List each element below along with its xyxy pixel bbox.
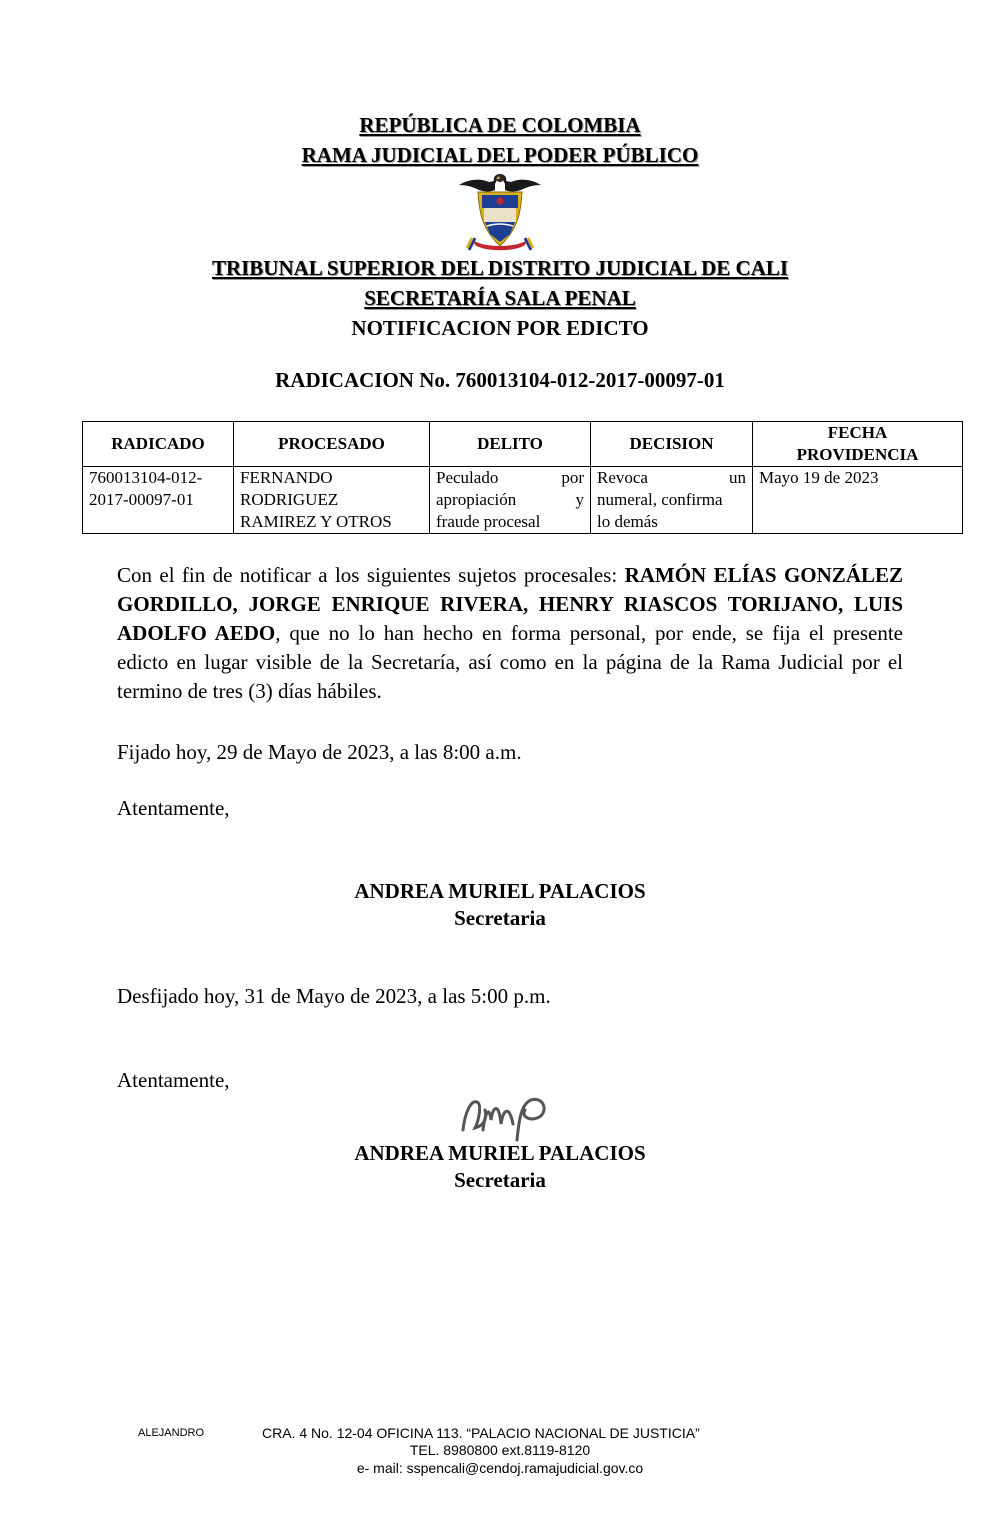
header-fecha-line2: PROVIDENCIA — [796, 445, 919, 464]
paragraph-intro: Con el fin de notificar a los siguientes sujetos procesales: — [117, 563, 618, 587]
header-decision: DECISION — [591, 422, 753, 467]
desfijado-line: Desfijado hoy, 31 de Mayo de 2023, a las 5:00 p.m. — [117, 984, 551, 1008]
footer-address: CRA. 4 No. 12-04 OFICINA 113. “PALACIO NACIONAL DE JUSTICIA” — [262, 1425, 700, 1441]
cell-line: FERNANDO — [240, 468, 333, 487]
footer-author: ALEJANDRO — [138, 1427, 205, 1439]
closing-1: Atentamente, — [117, 796, 230, 820]
cell-decision — [591, 467, 753, 534]
header-country: REPÚBLICA DE COLOMBIA — [359, 113, 641, 137]
radicacion-number: RADICACION No. 760013104-012-2017-00097-01 — [275, 368, 725, 392]
cell-line: lo demás — [597, 512, 658, 531]
footer-email: e- mail: sspencali@cendoj.ramajudicial.gov.co — [356, 1460, 644, 1476]
header-delito: DELITO — [430, 422, 591, 467]
header-fecha-line1: FECHA — [827, 423, 888, 442]
header-procesado: PROCESADO — [234, 422, 430, 467]
cell-line: RAMIREZ Y OTROS — [240, 512, 392, 531]
signer-role-2: Secretaria — [454, 1168, 546, 1192]
cell-procesado — [234, 467, 430, 534]
closing-2: Atentamente, — [117, 1068, 230, 1092]
cell-line: Revoca un — [597, 468, 746, 487]
notification-paragraph — [117, 561, 903, 706]
tribunal-title: TRIBUNAL SUPERIOR DEL DISTRITO JUDICIAL DE CALI — [211, 256, 789, 280]
signer-name-1: ANDREA MURIEL PALACIOS — [354, 879, 646, 903]
colombia-crest-icon — [455, 170, 545, 252]
header-branch: RAMA JUDICIAL DEL PODER PÚBLICO — [301, 143, 699, 167]
handwritten-signature — [455, 1090, 565, 1145]
table-header-row — [83, 422, 963, 467]
cell-line: apropiación y — [436, 490, 584, 509]
paragraph-rest: , que no lo han hecho en forma personal, por ende, se fija el presente edicto en lugar visible de la Secretaría, así como en la página de la Rama Judicial por el termino de tres (3) días hábiles. — [117, 621, 903, 703]
cell-delito — [430, 467, 591, 534]
cell-radicado — [83, 467, 234, 534]
secretaria-title: SECRETARÍA SALA PENAL — [364, 286, 636, 310]
cell-line: 2017-00097-01 — [89, 490, 194, 509]
signer-name-2: ANDREA MURIEL PALACIOS — [354, 1141, 646, 1165]
header-radicado: RADICADO — [83, 422, 234, 467]
table-row — [83, 467, 963, 534]
condor-icon — [459, 174, 541, 192]
signer-role-1: Secretaria — [454, 906, 546, 930]
cell-line: fraude procesal — [436, 512, 541, 531]
cell-line: Peculado por — [436, 468, 584, 487]
case-table — [82, 421, 963, 534]
notice-title: NOTIFICACION POR EDICTO — [351, 316, 649, 340]
notified-parties: RAMÓN ELÍAS GONZÁLEZ GORDILLO, JORGE ENRIQUE RIVERA, HENRY RIASCOS TORIJANO, LUIS ADOLFO AEDO — [117, 563, 904, 645]
footer-tel: TEL. 8980800 ext.8119-8120 — [409, 1442, 591, 1458]
cell-line: numeral, confirma — [597, 490, 723, 509]
fijado-line: Fijado hoy, 29 de Mayo de 2023, a las 8:00 a.m. — [117, 740, 522, 764]
header-fecha — [753, 422, 963, 467]
cell-fecha: Mayo 19 de 2023 — [753, 467, 963, 534]
cell-line: 760013104-012- — [89, 468, 203, 487]
cell-line: RODRIGUEZ — [240, 490, 339, 509]
